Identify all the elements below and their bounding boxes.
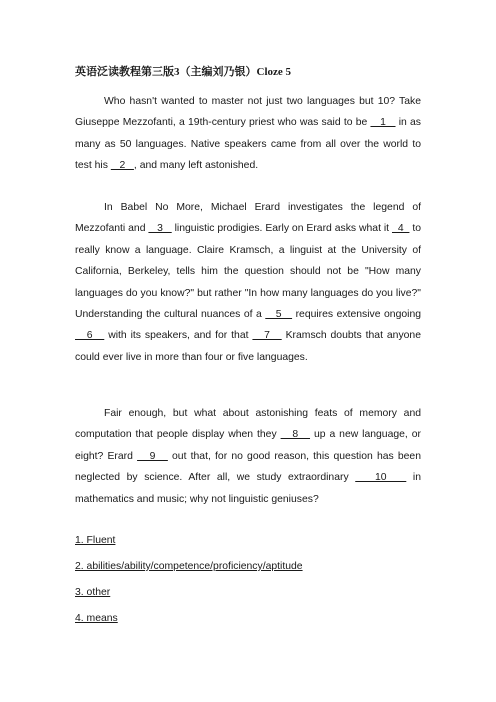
paragraph-text: , and many left astonished. [133,160,259,172]
answer-item: 1. Fluent [75,535,116,546]
answer-item: 2. abilities/ability/competence/proficiency/aptitude [75,561,303,572]
paragraph-text: with its speakers, and for that [104,330,253,342]
answer-list [75,532,421,636]
paragraph-3 [75,403,421,510]
cloze-blank: 1 [370,117,396,129]
paragraph-text: Kramsch doubts that anyone could ever live in more than four or five languages. [75,330,421,363]
cloze-blank: 5 [265,309,293,321]
answer-item: 4. means [75,613,118,624]
paragraph-text: In Babel No More, Michael Erard investigates the legend of Mezzofanti and [75,202,421,235]
paragraph-2 [75,197,421,368]
paragraph-text: in mathematics and music; why not linguistic geniuses? [75,472,421,505]
cloze-blank: 3 [148,223,172,235]
answer-item: 3. other [75,587,111,598]
cloze-blank: 9 [137,450,168,462]
paragraph-text: in as many as 50 languages. Native speakers came from all over the world to test his [75,117,421,172]
paragraph-text: requires extensive ongoing [292,309,422,321]
cloze-blank: 8 [280,429,311,441]
paragraph-text: out that, for no good reason, this question has been neglected by science. After all, we study extraordinary [75,450,421,484]
paragraph-text: to really know a language. Claire Kramsch, a linguist at the University of California, Berkeley, tells him the question should not be "How many languages do you know?" but rather "In how many languages do you live?" Understanding the cultural nuances of a [75,223,422,321]
cloze-blank: 6 [75,330,105,342]
paragraph-text: Who hasn't wanted to master not just two languages but 10? Take Giuseppe Mezzofanti, a 19th-century priest who was said to be [75,96,421,129]
paragraph-text: up a new language, or eight? Erard [75,429,421,462]
cloze-blank: 4 [391,223,410,235]
paragraph-text: Fair enough, but what about astonishing feats of memory and computation that people display when they [75,408,421,441]
cloze-blank: 2 [110,160,134,172]
paragraph-1 [75,91,421,177]
cloze-blank: 10 [355,472,407,484]
document-title: 英语泛读教程第三版3（主编刘乃银）Cloze 5 [75,66,292,78]
paragraph-text: linguistic prodigies. Early on Erard asks what it [171,223,392,235]
cloze-blank: 7 [252,330,282,342]
